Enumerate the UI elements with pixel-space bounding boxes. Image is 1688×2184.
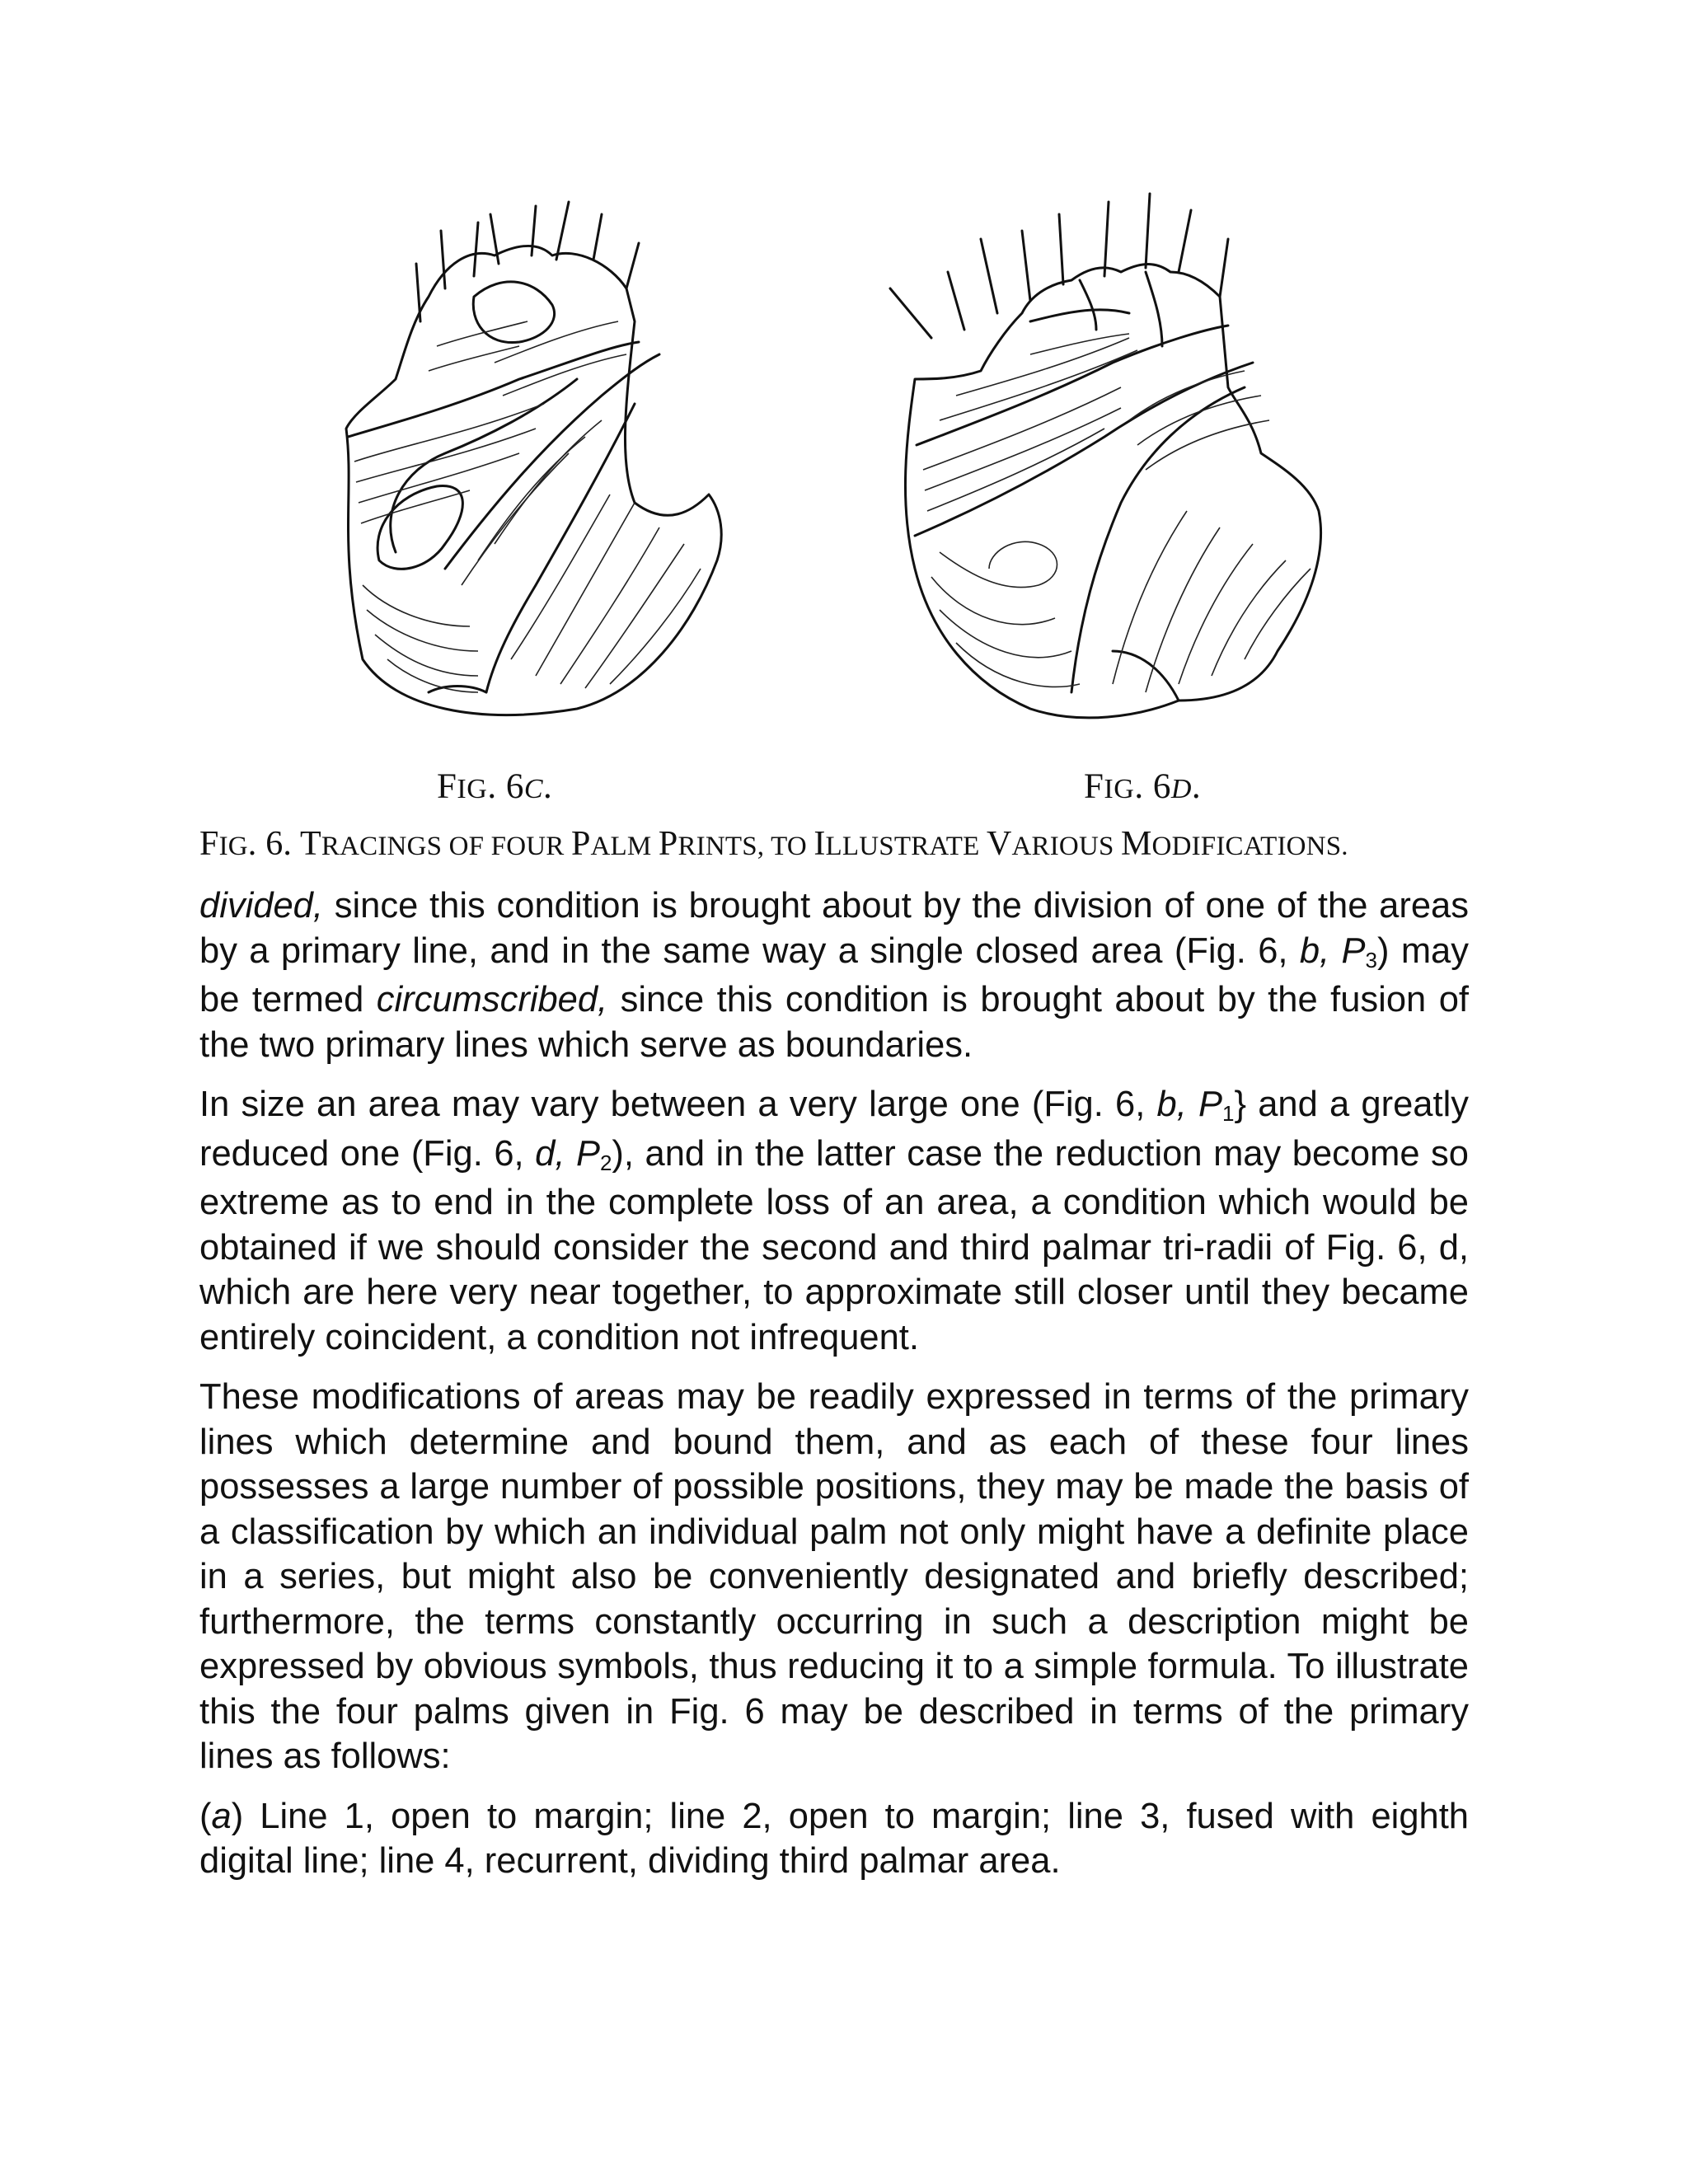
paragraph: These modifications of areas may be readily expressed in terms of the primary lines which determine and bound them, and as each of these four lines possesses a large number of possible positions, they may be made the basis of a classification by which an individual palm not only might have a definite place in a series, but might also be conveniently designated and briefly described; furthermore, the terms constantly occurring in such a description might be expressed by obvious symbols, thus reducing it to a simple formula. To illustrate this the four palms given in Fig. 6 may be described in terms of the primary lines as follows: (199, 1377, 1469, 1776)
figure-caption: FIG. 6. TRACINGS OF FOUR PALM PRINTS, TO ILLUSTRATE VARIOUS MODIFICATIONS. (199, 825, 1348, 863)
figure-6d-label: FIG. 6D. (1084, 767, 1202, 806)
paragraph: (a) Line 1, open to margin; line 2, open to margin; line 3, fused with eighth digital line; line 4, recurrent, dividing third palmar area. (199, 1796, 1469, 1881)
paragraph: divided, since this condition is brought about by the division of one of the areas by a primary line, and in the same way a single closed area (Fig. 6, b, $P_3$) may be termed circumscribed, since this condition is brought about by the fusion of the two primary lines which serve as boundaries. (199, 886, 1470, 1065)
paragraph: In size an area may vary between a very large one (Fig. 6, b, $P_1$} and a greatly reduced one (Fig. 6, d, $P_2$), and in the latter case the reduction may become so extreme as to end in the complete loss of an area, a condition which would be obtained if we should consider the second and third palmar tri-radii of Fig. 6, d, which are here very near together, to approximate still closer until they became entirely coincident, a condition not infrequent. (199, 1085, 1469, 1357)
palm-tracing-6c-image (330, 198, 758, 758)
figure-6c-label: FIG. 6C. (437, 767, 553, 806)
palm-print-figure (0, 198, 1688, 775)
body-text (199, 883, 1469, 1884)
palm-tracing-6d-image (865, 190, 1343, 725)
